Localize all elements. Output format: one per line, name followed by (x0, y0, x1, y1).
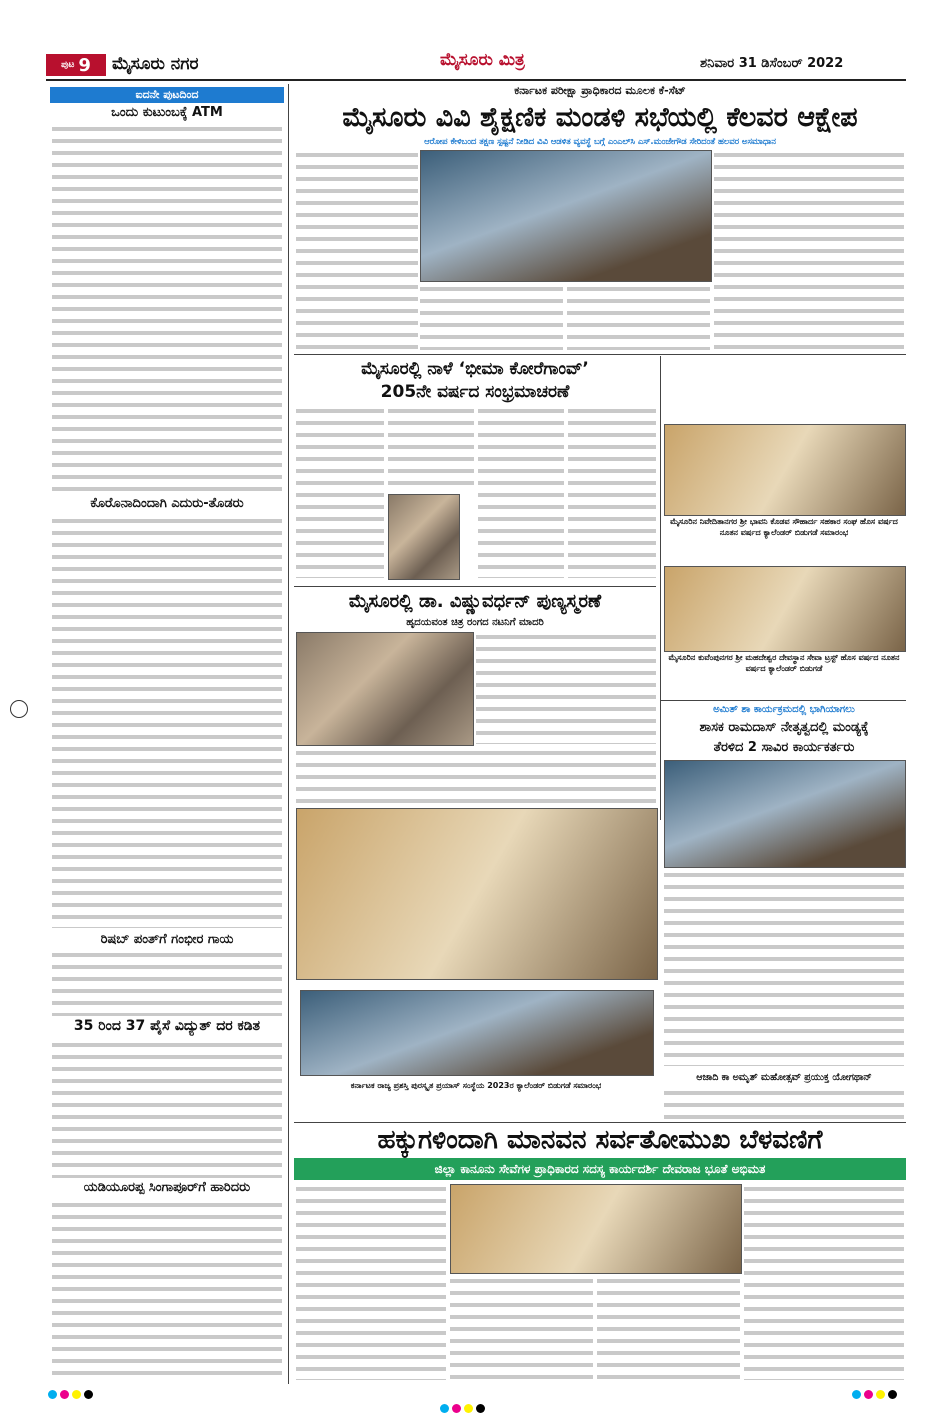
speaker-photo (388, 494, 460, 580)
workers-bus-photo (664, 760, 906, 868)
rishabh-headline: ರಿಷಬ್ ಪಂತ್‌ಗೆ ಗಂಭೀರ ಗಾಯ (100, 932, 234, 947)
vishnu-col-right (476, 632, 656, 744)
rule-amit (660, 700, 906, 701)
atm-body (52, 124, 282, 492)
singapore-headline: ಯಡಿಯೂರಪ್ಪ ಸಿಂಗಾಪೂರ್‌ಗೆ ಹಾರಿದರು (83, 1180, 251, 1195)
corona-body (52, 516, 282, 928)
vishnu-headline: ಮೈಸೂರಲ್ಲಿ ಡಾ. ವಿಷ್ಣುವರ್ಧನ್ ಪುಣ್ಯಸ್ಮರಣೆ (348, 591, 602, 612)
rights-strap: ಜಿಲ್ಲಾ ಕಾನೂನು ಸೇವೆಗಳ ಪ್ರಾಧಿಕಾರದ ಸದಸ್ಯ ಕಾರ್ಯದರ್ಶಿ ದೇವರಾಜ ಭೂತೆ ಅಭಿಮತ (294, 1158, 906, 1180)
power-body (52, 1040, 282, 1178)
bhima-col3 (478, 406, 564, 578)
vishnu-strap: ಹೃದಯವಂತ ಚಿತ್ರ ರಂಗದ ನಟನಿಗೆ ಮಾದರಿ (406, 617, 544, 628)
bhima-col2 (388, 406, 474, 490)
prayas-group-photo (300, 990, 654, 1076)
vishnu-col-bottom (296, 748, 656, 804)
rights-event-photo (450, 1184, 742, 1274)
bhima-col4 (568, 406, 656, 578)
rule-below-top-story (294, 354, 906, 355)
rights-headline: ಹಕ್ಕುಗಳಿಂದಾಗಿ ಮಾನವನ ಸರ್ವತೋಮುಖ ಬೆಳವಣಿಗೆ (377, 1125, 823, 1155)
top-story-headline: ಮೈಸೂರು ವಿವಿ ಶೈಕ್ಷಣಿಕ ಮಂಡಳಿ ಸಭೆಯಲ್ಲಿ ಕೆಲವರ ಆಕ್ಷೇಪ (342, 102, 858, 133)
amit-headline-2: ತೆರಳಿದ 2 ಸಾವಿರ ಕಾರ್ಯಕರ್ತರು (713, 740, 855, 755)
color-bar-bottom-right (852, 1390, 897, 1399)
registration-mark-left (10, 700, 28, 718)
calendar-release-photo-2 (664, 566, 906, 652)
rights-col2 (450, 1276, 593, 1380)
prayas-caption: ಕರ್ನಾಟಕ ರಾಜ್ಯ ಪ್ರಶಸ್ತಿ ಪುರಸ್ಕೃತ ಪ್ರಯಾಸ್ ಸಂಸ್ಥೆಯ 2023ರ ಕ್ಯಾಲೆಂಡರ್ ಬಿಡುಗಡೆ ಸಮಾರಂಭ (350, 1081, 602, 1090)
page-number-badge: ಪುಟ 9 (46, 54, 106, 76)
top-story-subhead: ಆರೋಪ ಕೇಳಿಬಂದ ತಕ್ಷಣ ಸ್ಪಷ್ಟನೆ ನೀಡಿದ ವಿವಿ ಆಡಳಿತ ವ್ಯವಸ್ಥೆ ಬಗ್ಗೆ ಎಂಎಲ್‌ಸಿ ಎಸ್.ಮಂಜೇಗೌಡ ಸೇರಿದಂತೆ ಹಲವರ ಅಸಮಾಧಾನ (424, 136, 776, 146)
top-story-col2 (420, 284, 563, 350)
power-headline: 35 ರಿಂದ 37 ಪೈಸೆ ವಿದ್ಯುತ್ ದರ ಕಡಿತ (73, 1018, 261, 1034)
top-story-col4 (714, 150, 904, 350)
section-name: ಮೈಸೂರು ನಗರ (112, 54, 199, 74)
color-bar-bottom-left (48, 1390, 93, 1399)
column-rule-left (288, 84, 289, 1384)
bhima-headline-2: 205ನೇ ವರ್ಷದ ಸಂಭ್ರಮಾಚರಣೆ (380, 382, 570, 402)
bhima-headline-1: ಮೈಸೂರಲ್ಲಿ ನಾಳೆ ‘ಭೀಮಾ ಕೋರೆಗಾಂವ್’ (361, 359, 589, 379)
header-rule (46, 79, 906, 81)
tribute-photo (296, 632, 474, 746)
amit-body (664, 870, 904, 1066)
corona-headline: ಕೊರೊನಾದಿಂದಾಗಿ ಎದುರು-ತೊಡರು (90, 496, 244, 511)
rule-below-bhima (294, 586, 656, 587)
color-bar-bottom-center (440, 1404, 485, 1413)
rule-above-rights (294, 1122, 906, 1123)
bhima-col1 (296, 406, 384, 578)
continued-bar: ಐದನೇ ಪುಟದಿಂದ (50, 87, 284, 103)
rights-col3 (597, 1276, 740, 1380)
yoga-headline: ಆಜಾದಿ ಕಾ ಅಮೃತ್ ಮಹೋತ್ಸವ್ ಪ್ರಯುಕ್ತ ಯೋಗಥಾನ್ (696, 1072, 872, 1083)
top-story-col1 (296, 150, 418, 350)
amit-kicker: ಅಮಿತ್ ಶಾ ಕಾರ್ಯಕ್ರಮದಲ್ಲಿ ಭಾಗಿಯಾಗಲು (713, 704, 855, 715)
atm-headline: ಒಂದು ಕುಟುಂಬಕ್ಕೆ ATM (111, 105, 223, 120)
rights-col4 (744, 1184, 904, 1380)
issue-date: ಶನಿವಾರ 31 ಡಿಸೆಂಬರ್ 2022 (700, 56, 844, 71)
calendar-caption-2: ಮೈಸೂರಿನ ಕುವೆಂಪುನಗರ ಶ್ರೀ ಮಹದೇಶ್ವರ ದೇವಸ್ಥಾನ ಸೇವಾ ಟ್ರಸ್ಟ್ ಹೊಸ ವರ್ಷದ ನೂತನ ವರ್ಷದ ಕ್ಯಾಲೆಂಡರ್ ಬಿಡುಗಡೆ (668, 653, 900, 673)
rishabh-body (52, 950, 282, 1016)
amit-headline-1: ಶಾಸಕ ರಾಮದಾಸ್ ನೇತೃತ್ವದಲ್ಲಿ ಮಂಡ್ಯಕ್ಕೆ (699, 720, 869, 735)
yoga-body (664, 1088, 904, 1120)
ksoa-meeting-photo (420, 150, 712, 282)
calendar-caption-1: ಮೈಸೂರಿನ ನಿವೇದಿತಾನಗರ ಶ್ರೀ ಭಾವನಿ ಕೊಡವ ಸೌಹಾರ್ದ ಸಹಕಾರ ಸಂಘ ಹೊಸ ವರ್ಷದ ನೂತನ ವರ್ಷದ ಕ್ಯಾಲೆಂಡರ್ ಬಿಡುಗಡೆ ಸಮಾರಂಭ (670, 517, 898, 537)
top-story-kicker: ಕರ್ನಾಟಕ ಪರೀಕ್ಷಾ ಪ್ರಾಧಿಕಾರದ ಮೂಲಕ ಕೆ-ಸೆಟ್ (514, 84, 686, 97)
calendar-release-photo-1 (664, 424, 906, 516)
singapore-body (52, 1200, 282, 1380)
column-rule-right (660, 356, 661, 820)
prayas-calendar-photo (296, 808, 658, 980)
rights-col1 (296, 1184, 446, 1380)
top-story-col3 (567, 284, 710, 350)
masthead-logo: ಮೈಸೂರು ಮಿತ್ರ (440, 50, 525, 70)
